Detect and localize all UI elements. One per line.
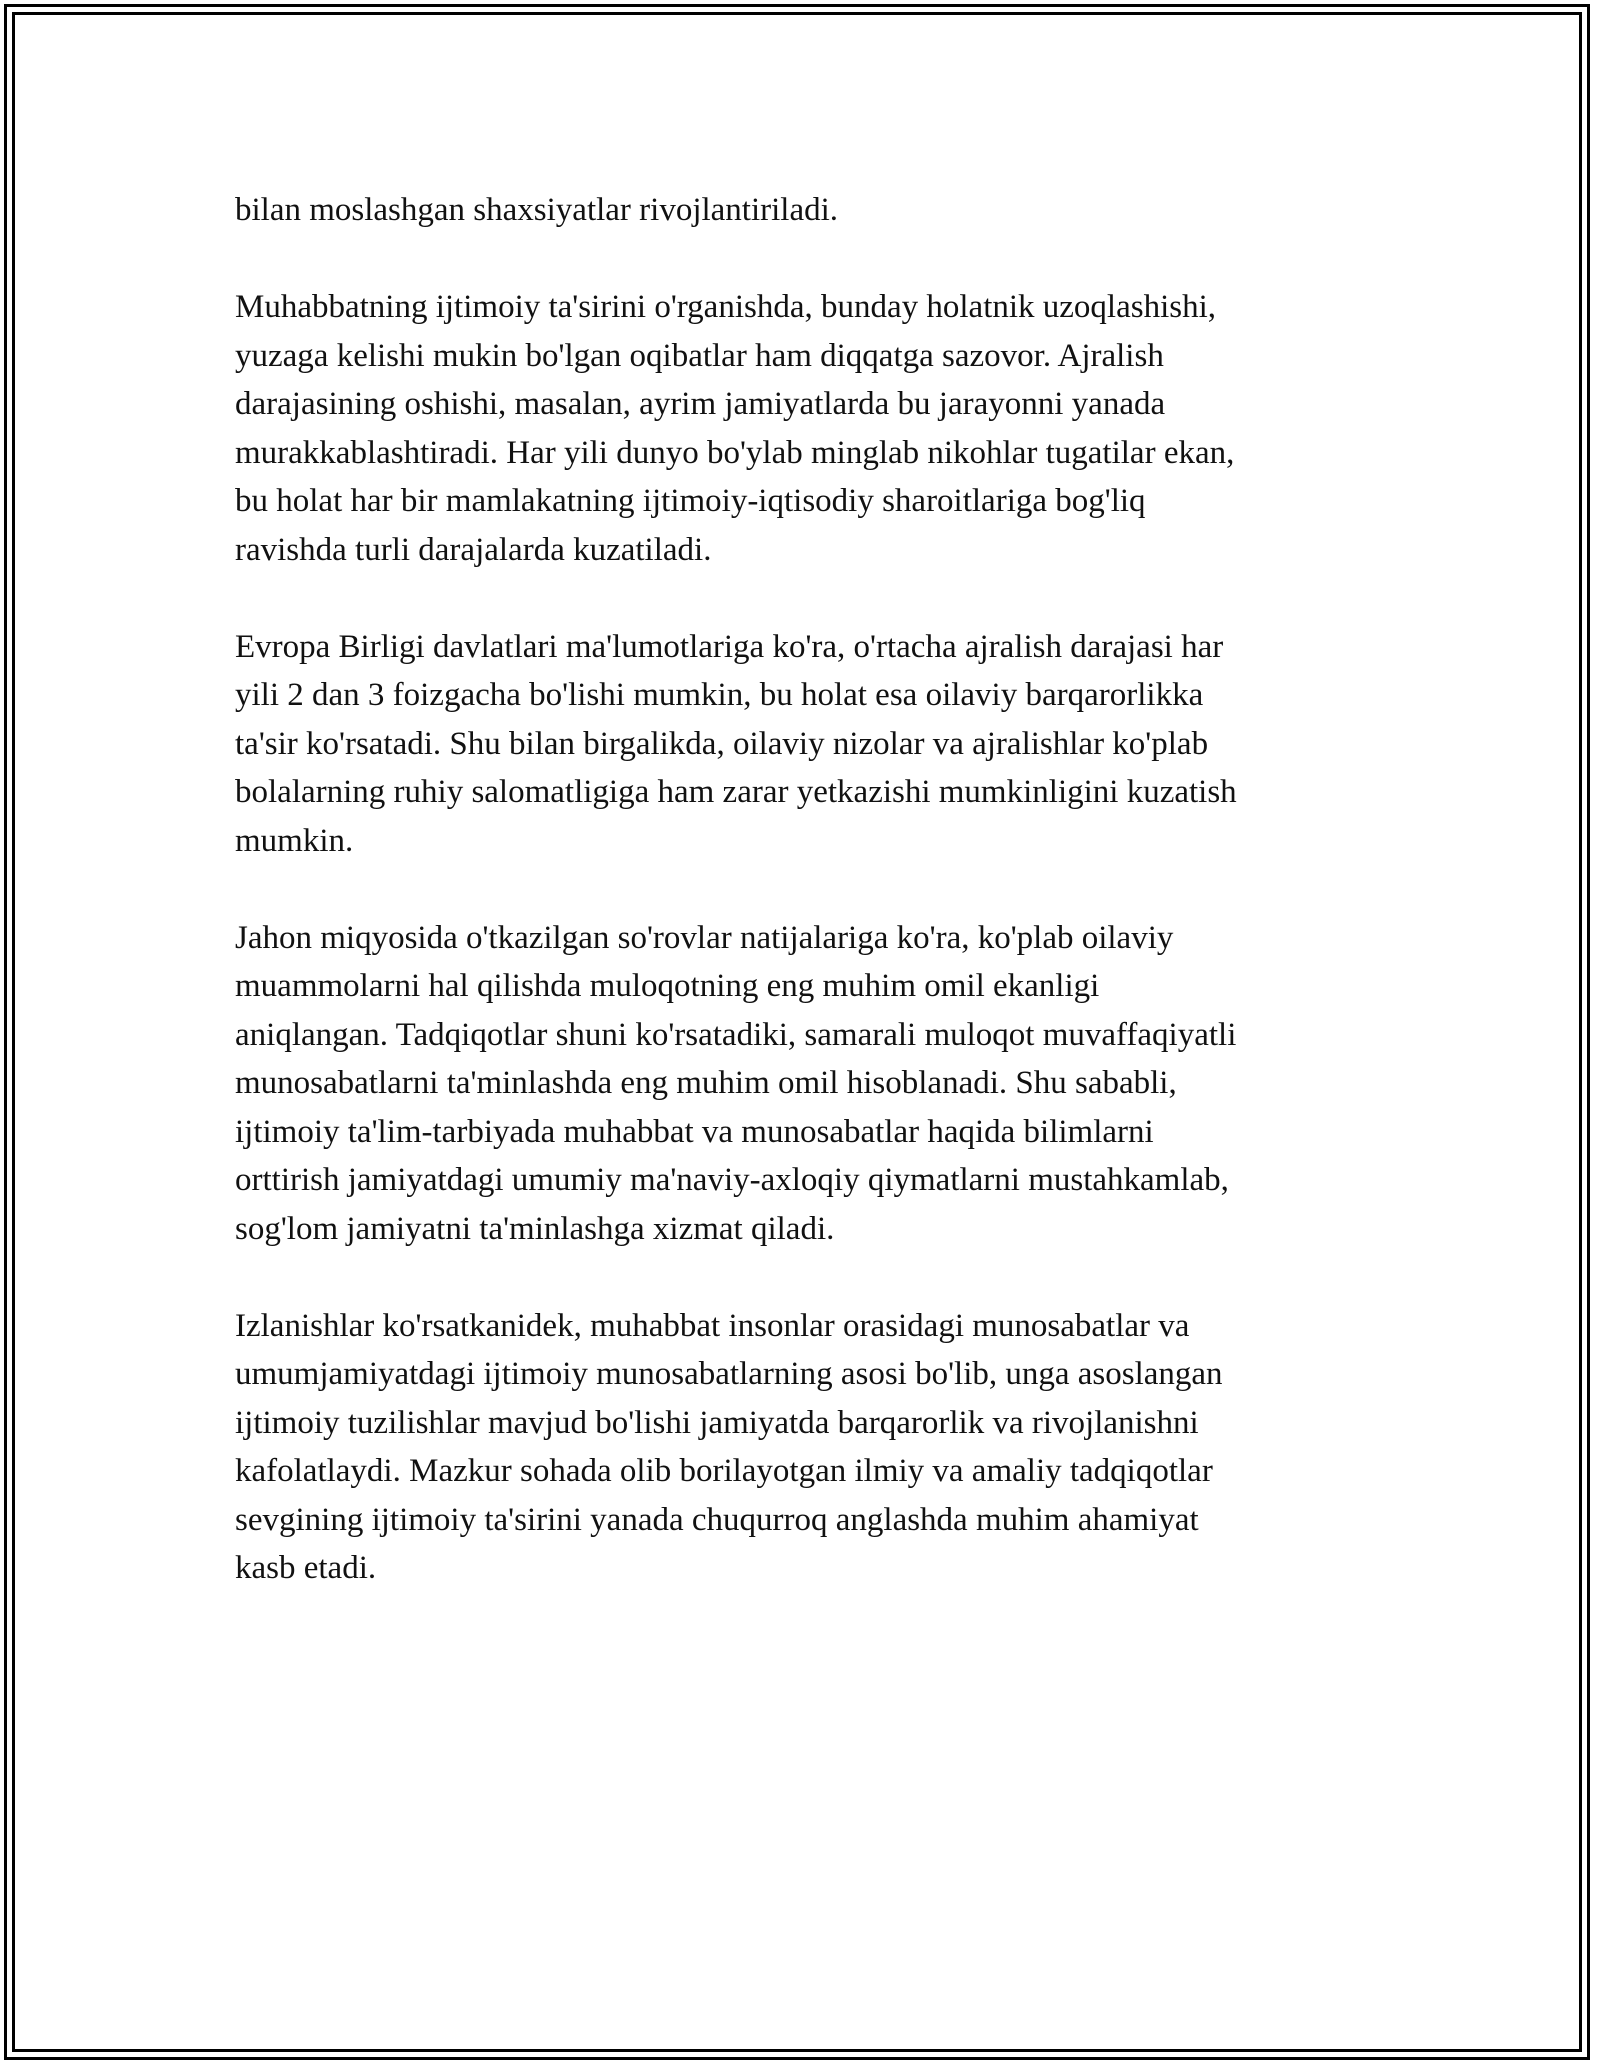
paragraph-1 — [235, 186, 1365, 235]
text-line: Izlanishlar ko'rsatkanidek, muhabbat insonlar orasidagi munosabatlar va — [235, 1307, 1190, 1344]
text-line: yuzaga kelishi mukin bo'lgan oqibatlar ham diqqatga sazovor. Ajralish — [235, 337, 1164, 374]
text-line: ijtimoiy ta'lim-tarbiyada muhabbat va munosabatlar haqida bilimlarni — [235, 1113, 1154, 1150]
text-line: orttirish jamiyatdagi umumiy ma'naviy-axloqiy qiymatlarni mustahkamlab, — [235, 1162, 1229, 1198]
text-line: bilan moslashgan shaxsiyatlar rivojlantiriladi. — [235, 192, 839, 228]
paragraph-3 — [235, 623, 1365, 866]
text-line: bolalarning ruhiy salomatligiga ham zarar yetkazishi mumkinligini kuzatish — [235, 774, 1237, 810]
text-line: darajasining oshishi, masalan, ayrim jamiyatlarda bu jarayonni yanada — [235, 386, 1166, 422]
paragraph-2 — [235, 283, 1365, 574]
text-line: murakkablashtiradi. Har yili dunyo bo'ylab minglab nikohlar tugatilar ekan, — [235, 434, 1235, 471]
text-line: Jahon miqyosida o'tkazilgan so'rovlar natijalariga ko'ra, ko'plab oilaviy — [235, 919, 1174, 956]
document-body — [235, 186, 1365, 1593]
text-line: kasb etadi. — [235, 1550, 377, 1586]
paragraph-4 — [235, 914, 1365, 1254]
text-line: ravishda turli darajalarda kuzatiladi. — [235, 531, 712, 568]
text-line: mumkin. — [235, 822, 354, 859]
text-line: muammolarni hal qilishda muloqotning eng muhim omil ekanligi — [235, 968, 1100, 1004]
text-line: ta'sir ko'rsatadi. Shu bilan birgalikda, oilaviy nizolar va ajralishlar ko'plab — [235, 725, 1209, 762]
text-line: Muhabbatning ijtimoiy ta'sirini o'rganishda, bunday holatnik uzoqlashishi, — [235, 289, 1217, 325]
text-line: sevgining ijtimoiy ta'sirini yanada chuqurroq anglashda muhim ahamiyat — [235, 1501, 1199, 1538]
text-line: yili 2 dan 3 foizgacha bo'lishi mumkin, bu holat esa oilaviy barqarorlikka — [235, 677, 1204, 713]
text-line: ijtimoiy tuzilishlar mavjud bo'lishi jamiyatda barqarorlik va rivojlanishni — [235, 1404, 1199, 1441]
text-line: umumjamiyatdagi ijtimoiy munosabatlarning asosi bo'lib, unga asoslangan — [235, 1356, 1223, 1392]
text-line: bu holat har bir mamlakatning ijtimoiy-iqtisodiy sharoitlariga bog'liq — [235, 483, 1146, 519]
text-line: sog'lom jamiyatni ta'minlashga xizmat qiladi. — [235, 1210, 835, 1247]
text-line: aniqlangan. Tadqiqotlar shuni ko'rsatadiki, samarali muloqot muvaffaqiyatli — [235, 1016, 1237, 1053]
text-line: munosabatlarni ta'minlashda eng muhim omil hisoblanadi. Shu sababli, — [235, 1065, 1177, 1101]
paragraph-5 — [235, 1302, 1365, 1593]
text-line: Evropa Birligi davlatlari ma'lumotlariga ko'ra, o'rtacha ajralish darajasi har — [235, 628, 1224, 665]
text-line: kafolatlaydi. Mazkur sohada olib borilayotgan ilmiy va amaliy tadqiqotlar — [235, 1453, 1213, 1489]
